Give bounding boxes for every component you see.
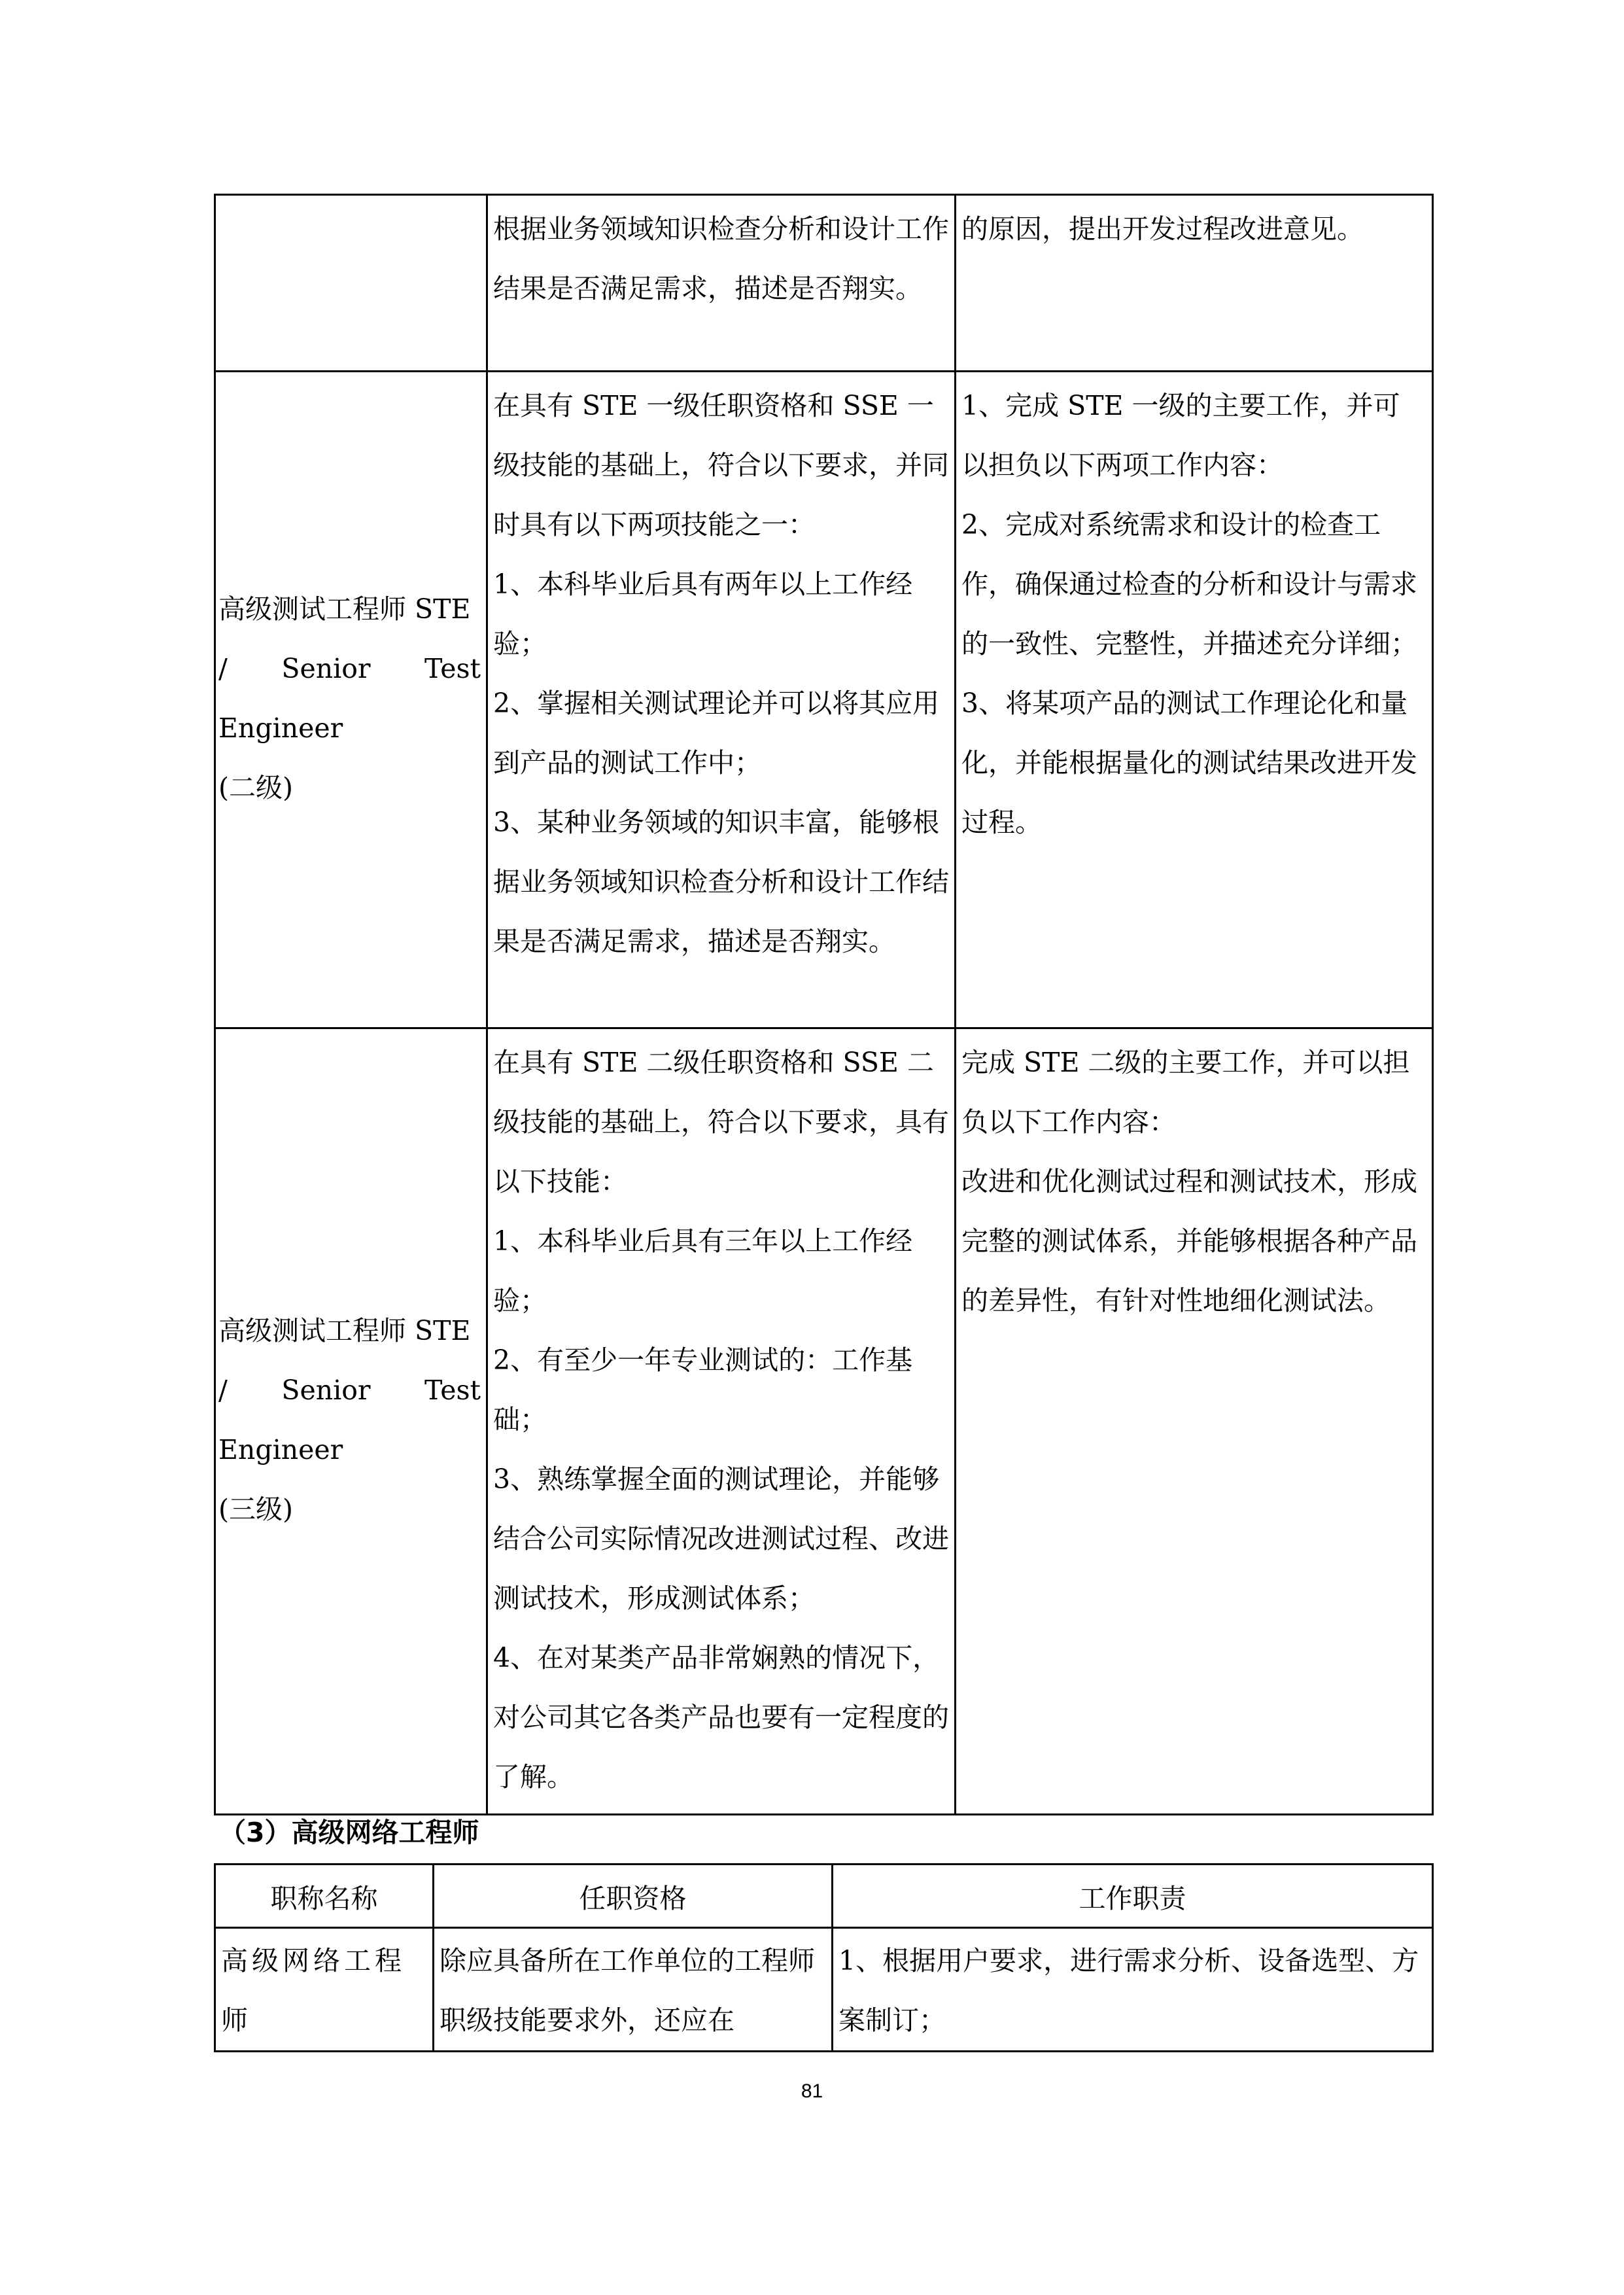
qualification-text: 4、在对某类产品非常娴熟的情况下，对公司其它各类产品也要有一定程度的了解。	[493, 1642, 949, 1793]
page-number: 81	[801, 2080, 823, 2102]
title-line: / Senior Test	[218, 1374, 481, 1406]
title-line: 高级测试工程师 STE	[218, 593, 471, 625]
qualification-text: 1、本科毕业后具有三年以上工作经验；	[493, 1225, 913, 1316]
duties-cell	[956, 1028, 1433, 1815]
qualification-table	[214, 194, 1434, 1815]
title-cell	[215, 1928, 434, 2052]
title-line: (三级)	[218, 1493, 293, 1525]
table-header-row	[215, 1865, 1433, 1928]
table-row	[215, 1028, 1433, 1815]
title-text: 高级网络工程师	[221, 1945, 406, 2036]
qualification-text: 在具有 STE 一级任职资格和 SSE 一级技能的基础上，符合以下要求，并同时具有以下两项技能之一：	[493, 390, 949, 540]
duty-text: 1、根据用户要求，进行需求分析、设备选型、方案制订；	[838, 1945, 1419, 2036]
qualification-text: 3、某种业务领域的知识丰富，能够根据业务领域知识检查分析和设计工作结果是否满足需求，描述是否翔实。	[493, 807, 949, 957]
qualification-text: 除应具备所在工作单位的工程师职级技能要求外，还应在	[440, 1945, 815, 2036]
qualification-text: 3、熟练掌握全面的测试理论，并能够结合公司实际情况改进测试过程、改进测试技术，形成测试体系；	[493, 1463, 949, 1614]
title-line: / Senior Test	[218, 652, 481, 684]
title-line: (二级)	[218, 771, 293, 803]
qualifications-cell	[487, 195, 956, 372]
title-cell	[215, 1028, 487, 1815]
qualification-text: 2、有至少一年专业测试的：工作基础；	[493, 1344, 913, 1435]
title-line: 高级测试工程师 STE	[218, 1314, 471, 1346]
title-cell	[215, 372, 487, 1028]
duty-text: 1、完成 STE 一级的主要工作，并可以担负以下两项工作内容：	[961, 390, 1400, 481]
duty-text: 的原因，提出开发过程改进意见。	[961, 213, 1364, 245]
title-cell	[215, 195, 487, 372]
qualifications-cell	[434, 1928, 833, 2052]
column-header: 工作职责	[833, 1865, 1433, 1928]
network-engineer-table	[214, 1863, 1434, 2052]
section-heading: （3）高级网络工程师	[219, 1817, 479, 1848]
title-line: Engineer	[218, 1433, 343, 1465]
table-row	[215, 1928, 1433, 2052]
table-row	[215, 372, 1433, 1028]
qualification-text: 根据业务领域知识检查分析和设计工作结果是否满足需求，描述是否翔实。	[493, 213, 949, 304]
qualifications-cell	[487, 372, 956, 1028]
duties-cell	[956, 372, 1433, 1028]
duty-text: 改进和优化测试过程和测试技术，形成完整的测试体系，并能够根据各种产品的差异性，有针对性地细化测试法。	[961, 1166, 1417, 1316]
qualification-text: 在具有 STE 二级任职资格和 SSE 二级技能的基础上，符合以下要求，具有以下技能：	[493, 1047, 949, 1197]
duty-text: 2、完成对系统需求和设计的检查工作，确保通过检查的分析和设计与需求的一致性、完整性，并描述充分详细；	[961, 509, 1417, 659]
column-header: 任职资格	[434, 1865, 833, 1928]
qualification-text: 2、掌握相关测试理论并可以将其应用到产品的测试工作中；	[493, 688, 940, 779]
duties-cell	[833, 1928, 1433, 2052]
table-row	[215, 195, 1433, 372]
column-header: 职称名称	[215, 1865, 434, 1928]
qualifications-cell	[487, 1028, 956, 1815]
duty-text: 完成 STE 二级的主要工作，并可以担负以下工作内容：	[961, 1047, 1410, 1138]
duties-cell	[956, 195, 1433, 372]
qualification-text: 1、本科毕业后具有两年以上工作经验；	[493, 569, 913, 659]
title-line: Engineer	[218, 712, 343, 744]
duty-text: 3、将某项产品的测试工作理论化和量化，并能根据量化的测试结果改进开发过程。	[961, 688, 1417, 838]
